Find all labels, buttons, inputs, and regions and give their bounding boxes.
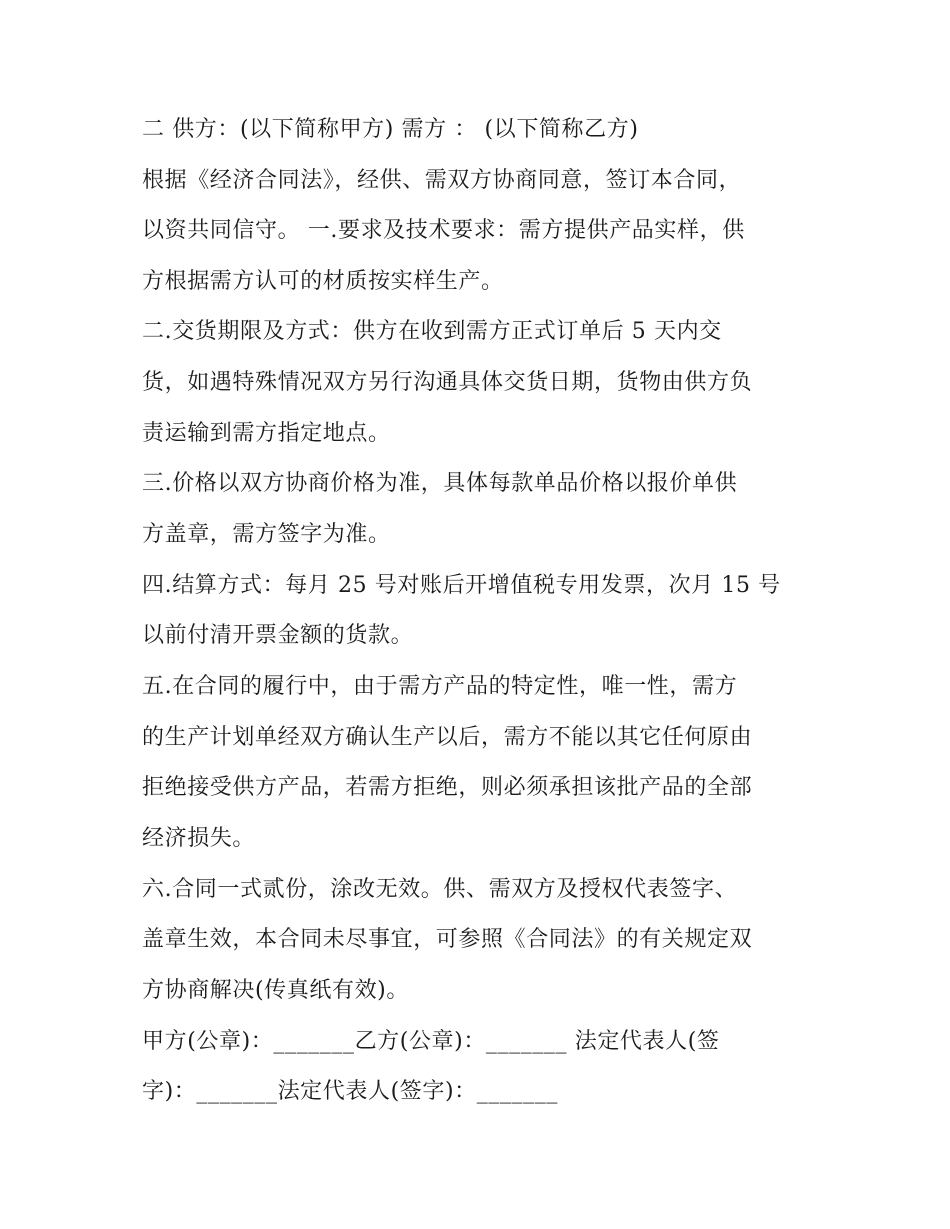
text-line-clause-5-cont2: 拒绝接受供方产品，若需方拒绝，则必须承担该批产品的全部 xyxy=(142,775,753,800)
text-line-clause-4-end: 以前付清开票金额的货款。 xyxy=(142,623,414,648)
text-line-clause-6-end: 方协商解决(传真纸有效)。 xyxy=(142,978,409,1003)
text-line-clause-3-end: 方盖章，需方签字为准。 xyxy=(142,522,391,547)
text-line-clause-6-cont: 盖章生效，本合同未尽事宜，可参照《合同法》的有关规定双 xyxy=(142,927,753,952)
text-line-clause-2-cont: 货，如遇特殊情况双方另行沟通具体交货日期，货物由供方负 xyxy=(142,370,753,395)
text-line-clause-6: 六.合同一式贰份，涂改无效。供、需双方及授权代表签字、 xyxy=(142,877,738,902)
text-line-clause-5-cont: 的生产计划单经双方确认生产以后，需方不能以其它任何原由 xyxy=(142,725,753,750)
text-line-parties: 二 供方：(以下简称甲方) 需方 ： (以下简称乙方) xyxy=(142,117,639,142)
text-line-clause-5-end: 经济损失。 xyxy=(142,826,256,851)
text-line-clause-3: 三.价格以双方协商价格为准，具体每款单品价格以报价单供 xyxy=(142,471,738,496)
text-line-clause-1: 以资共同信守。 一.要求及技术要求：需方提供产品实样，供 xyxy=(142,218,745,243)
text-line-signatures: 甲方(公章)：_______乙方(公章)：_______ 法定代表人(签 xyxy=(142,1029,720,1054)
text-line-clause-1-cont: 方根据需方认可的材质按实样生产。 xyxy=(142,269,504,294)
text-line-clause-4: 四.结算方式：每月 25 号对账后开增值税专用发票，次月 15 号 xyxy=(142,573,781,598)
text-line-preamble: 根据《经济合同法》，经供、需双方协商同意，签订本合同， xyxy=(142,168,742,193)
text-line-clause-2-end: 责运输到需方指定地点。 xyxy=(142,421,391,446)
text-line-clause-2: 二.交货期限及方式：供方在收到需方正式订单后 5 天内交 xyxy=(142,319,722,344)
text-line-signatures-cont: 字)：_______法定代表人(签字)：_______ xyxy=(142,1079,558,1104)
text-line-clause-5: 五.在合同的履行中，由于需方产品的特定性，唯一性，需方 xyxy=(142,674,738,699)
